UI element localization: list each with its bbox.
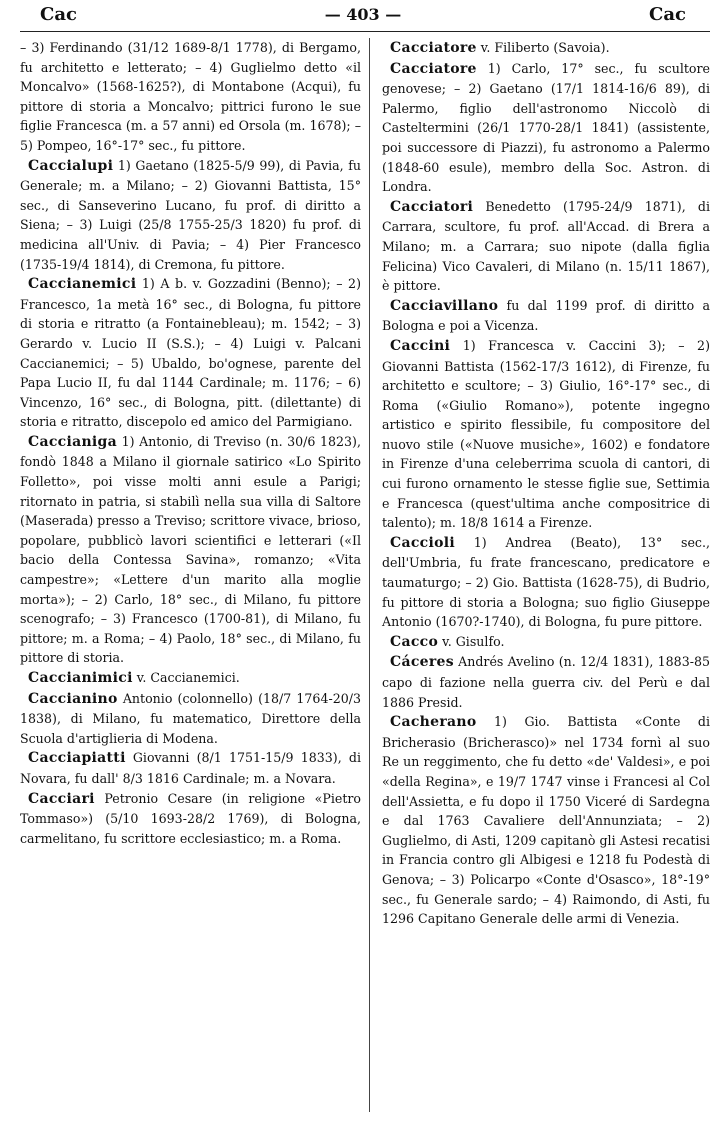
entry-text: 1) Andrea (Beato), 13° sec., dell'Umbria, fu frate francescano, predicatore e taumaturgo; – 2) Gio. Battista (1628-75), di Budrio, fu pittore di storia a Bologna; suo figlio Giuseppe Antonio (1670?-1740), di Bologna, fu pure pittore. [382, 534, 710, 630]
entry-text: v. Gisulfo. [442, 633, 505, 649]
entry-text: Antonio (colonnello) (18/7 1764-20/3 1838), di Milano, fu matematico, Direttore della Scuola d'artiglieria di Modena. [20, 690, 361, 746]
header-left-word: Cac [40, 4, 77, 25]
entry-text: 1) Carlo, 17° sec., fu scultore genovese; – 2) Gaetano (17/1 1814-16/6 89), di Palermo, figlio dell'astronomo Niccolò di Casteltermini (26/1 1770-28/1 1841) (assistente, poi successore di Piazzi), fu astronomo a Palermo (1848-60 esule), membro della Soc. Astron. di Londra. [382, 60, 710, 195]
entry-text: – 3) Ferdinando (31/12 1689-8/1 1778), di Bergamo, fu architetto e letterato; – 4) Guglielmo detto «il Moncalvo» (1568-1625?), di Montabone (Acqui), fu pittore di storia a Moncalvo; pittrici furono le sue figlie Francesca (m. a 57 anni) ed Orsola (m. 1678); – 5) Pompeo, 16°-17° sec., fu pittore. [20, 40, 361, 153]
dictionary-entry [382, 38, 710, 59]
left-column [20, 38, 370, 1112]
dictionary-entry [382, 296, 710, 336]
page-header [20, 4, 710, 32]
entry-text: v. Filiberto (Savoia). [480, 40, 610, 55]
entry-headword: Caccialupi [28, 157, 114, 174]
entry-headword: Cacco [390, 633, 439, 650]
page-number: — 403 — [324, 5, 402, 24]
dictionary-entry [382, 632, 710, 653]
dictionary-entry [20, 689, 361, 749]
entry-text: 1) Francesca v. Caccini 3); – 2) Giovanni Battista (1562-17/3 1612), di Firenze, fu architetto e scultore; – 3) Giulio, 16°-17° sec., di Roma («Giulio Romano»), potente ingegno artistico e spirito flessibile, fu compositore del nuovo stile («Nuove musiche», 1602) e fondatore in Firenze d'una celeberrima scuola di cantori, di cui furono ornamento le stesse figlie sue, Settimia e Francesca (quest'ultima anche compositrice di talento); m. 18/8 1614 a Firenze. [382, 337, 710, 531]
entry-headword: Cacciapiatti [28, 750, 126, 767]
entry-text: 1) Gio. Battista «Conte di Bricherasio (Bricherasco)» nel 1734 fornì al suo Re un reggimento, che fu detto «de' Valdesi», e poi «della Regina», e 19/7 1747 vinse i Francesi al Col dell'Assietta, e fu dopo il 1750 Viceré di Sardegna e dal 1763 Cavaliere dell'Annunziata; – 2) Guglielmo, di Asti, 1209 capitanò gli Astesi recatisi in Francia contro gli Albigesi e 1218 fu Podestà di Genova; – 3) Policarpo «Conte d'Osasco», 18°-19° sec., fu Generale sardo; – 4) Raimondo, di Asti, fu 1296 Capitano Generale delle armi di Venezia. [382, 714, 710, 927]
entry-text: Andrés Avelino (n. 12/4 1831), 1883-85 capo di fazione nella guerra civ. del Perù e dal 1886 Presid. [382, 654, 710, 710]
entry-text: Giovanni (8/1 1751-15/9 1833), di Novara, fu dall' 8/3 1816 Cardinale; m. a Novara. [20, 750, 361, 786]
entry-headword: Caccianiga [28, 433, 118, 450]
entry-text: 1) Gaetano (1825-5/9 99), di Pavia, fu Generale; m. a Milano; – 2) Giovanni Battista, 15° sec., di Sanseverino Lucano, fu prof. di diritto a Siena; – 3) Luigi (25/8 1755-25/3 1820) fu prof. di medicina all'Univ. di Pavia; – 4) Pier Francesco (1735-19/4 1814), di Cremona, fu pittore. [20, 157, 361, 272]
entry-text: 1) A b. v. Gozzadini (Benno); – 2) Francesco, 1a metà 16° sec., di Bologna, fu pittore di storia e ritratto (a Fontainebleau); m. 1542; – 3) Gerardo v. Lucio II (S.S.); – 4) Luigi v. Palcani Caccianemici; – 5) Ubaldo, bo'ognese, parente del Papa Lucio II, fu dal 1144 Cardinale; m. 1176; – 6) Vincenzo, 16° sec., di Bologna, pitt. (dilettante) di storia e ritratto, discepolo ed amico del Parmigiano. [20, 276, 361, 430]
columns [20, 32, 710, 1112]
entry-headword: Caccini [390, 337, 451, 354]
dictionary-entry [20, 748, 361, 788]
entry-text: 1) Antonio, di Treviso (n. 30/6 1823), fondò 1848 a Milano il giornale satirico «Lo Spirito Folletto», poi visse molti anni esule a Parigi; ritornato in patria, si stabilì nella sua villa di Saltore (Maserada) presso a Treviso; scrittore vivace, brioso, popolare, pubblicò lavori scientifici e letterari («Il bacio della Contessa Savina», romanzo; «Vita campestre»; «Lettere d'un marito alla moglie morta»); – 2) Carlo, 18° sec., di Milano, fu pittore scenografo; – 3) Francesco (1700-81), di Milano, fu pittore; m. a Roma; – 4) Paolo, 18° sec., di Milano, fu pittore di storia. [20, 433, 361, 666]
dictionary-entry [382, 652, 710, 712]
entry-headword: Caccianemici [28, 276, 137, 293]
entry-headword: Caccianimici [28, 670, 133, 686]
entry-headword: Cacciatori [390, 198, 474, 215]
dictionary-entry [382, 59, 710, 197]
entry-headword: Cacciavillano [390, 297, 499, 314]
right-column [370, 38, 710, 1112]
dictionary-entry [20, 38, 361, 156]
dictionary-entry [20, 274, 361, 432]
entry-headword: Cacciatore [390, 60, 477, 77]
header-right-word: Cac [649, 4, 686, 25]
entry-text: Petronio Cesare (in religione «Pietro Tommaso») (5/10 1693-28/2 1769), di Bologna, carmelitano, fu scrittore ecclesiastico; m. a Roma. [20, 790, 361, 846]
entry-headword: Cacciatore [390, 40, 477, 56]
dictionary-entry [382, 712, 710, 929]
dictionary-entry [382, 533, 710, 632]
entry-text: Benedetto (1795-24/9 1871), di Carrara, scultore, fu prof. all'Accad. di Brera a Milano; m. a Carrara; suo nipote (dalla figlia Felicina) Vico Cavaleri, di Milano (n. 15/11 1867), è pittore. [382, 198, 710, 294]
dictionary-entry [20, 668, 361, 689]
dictionary-entry [382, 336, 710, 533]
entry-text: fu dal 1199 prof. di diritto a Bologna e poi a Vicenza. [382, 297, 710, 334]
entry-headword: Caccianino [28, 690, 118, 707]
dictionary-entry [20, 156, 361, 275]
entry-headword: Cáceres [390, 654, 454, 671]
entry-headword: Caccioli [390, 534, 455, 551]
entry-headword: Cacherano [390, 714, 477, 731]
dictionary-entry [382, 197, 710, 296]
entry-text: v. Caccianemici. [136, 670, 240, 685]
dictionary-entry [20, 432, 361, 668]
entry-headword: Cacciari [28, 790, 95, 807]
dictionary-entry [20, 789, 361, 849]
